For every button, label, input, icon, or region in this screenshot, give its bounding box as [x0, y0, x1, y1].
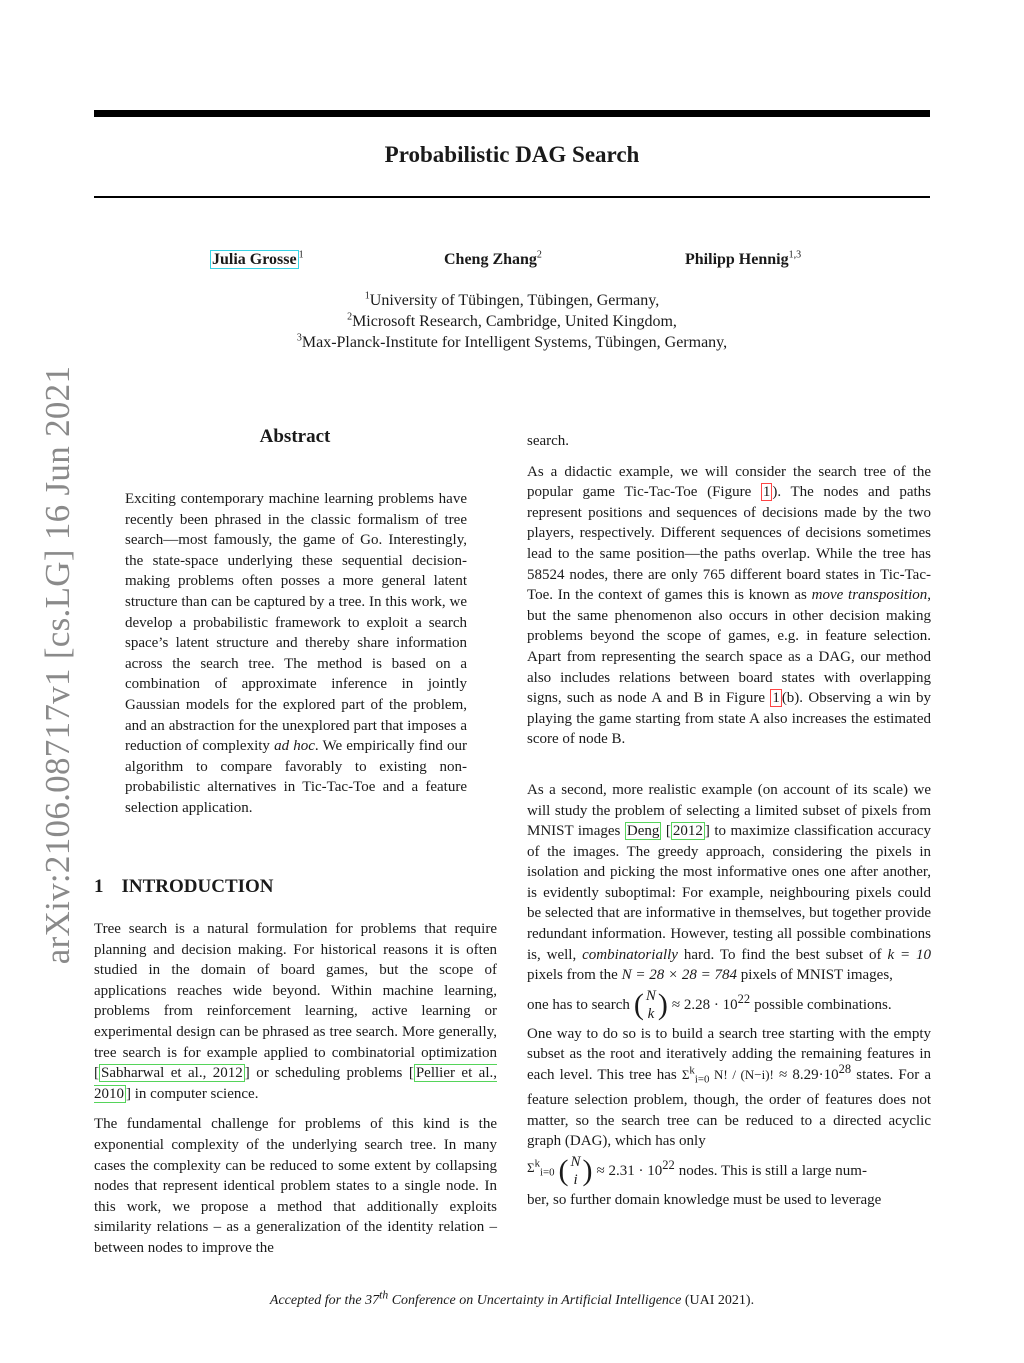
- tree-size-paragraph: One way to do so is to build a search tree starting with the empty subset as the root and iteratively adding the remaining features in each level. This tree has $\Sigma^k_{i=0}$ N! / (N−i)! ≈ $8.29\cdot 10^{28}$ states. For a feature selection problem, though, the order of features does not matter, so the search tree can be reduced to a directed acyclic graph (DAG), which has only: [527, 1025, 932, 1150]
- title-rule-bottom: [94, 196, 930, 198]
- paper-title: Probabilistic DAG Search: [384, 142, 640, 167]
- continuation-text: search.: [527, 433, 570, 449]
- figure-ref-1b[interactable]: 1: [772, 690, 780, 707]
- citation-sabharwal[interactable]: Sabharwal et al., 2012: [101, 1065, 243, 1082]
- author-link-grosse[interactable]: Julia Grosse: [212, 251, 297, 268]
- intro-left-column: [94, 919, 497, 1259]
- mnist-paragraph: As a second, more realistic example (on account of its scale) we will study the problem of selecting a limited subset of pixels from MNIST images Deng [ 2012 ] to maximize classification accuracy of the images. The greedy approach, considering the pixels in isolation and picking the most informative ones one after another, is evidently suboptimal: For example, neighbouring pixels could be selected that are informative in themselves, but together provide redundant information. However, testing all possible combinations is, well, combinatorially hard. To find the best subset of k = 10 pixels from the N = 28 × 28 = 784 pixels of MNIST images,: [527, 781, 932, 984]
- affiliation-3: $^3$Max-Planck-Institute for Intelligent Systems, Tübingen, Germany,: [296, 332, 728, 351]
- author-3: Philipp Hennig$^{1,3}$: [685, 249, 802, 268]
- affiliation-2: $^2$Microsoft Research, Cambridge, United Kingdom,: [347, 311, 677, 330]
- abstract-body: Exciting contemporary machine learning problems have recently been phrased in the classic formalism of tree search—most famously, the game of Go. Interestingly, the state-space underlying these sequential decision-making problems often posses a more general latent structure than can be captured by a tree. In this work, we develop a probabilistic framework to exploit a search space’s latent structure and thereby share information across the search tree. The method is based on a combination of approximate inference in jointly Gaussian models for the explored part of the problem, and an abstraction for the unexplored part that imposes a reduction of complexity ad hoc. We empirically find our algorithm to compare favorably to existing non-probabilistic alternatives in Tic-Tac-Toe and a feature selection application.: [125, 491, 467, 816]
- affiliation-1: $^1$University of Tübingen, Tübingen, Germany,: [364, 290, 660, 309]
- citation-deng-year[interactable]: 2012: [672, 823, 703, 840]
- figure-ref-1[interactable]: 1: [762, 484, 771, 501]
- author-1: Julia Grosse $^1$: [212, 249, 304, 268]
- abstract-heading: Abstract: [259, 426, 331, 447]
- tictactoe-paragraph: As a didactic example, we will consider the search tree of the popular game Tic-Tac-Toe (Figure 1 ). The nodes and paths represent positions and sequences of decisions made by the two players, respectively. Different sequences of decisions sometimes lead to the same position—the paths overlap. While the tree has 58524 nodes, there are only 765 different board states in Tic-Tac-Toe. In the context of games this is known as move transposition, but the same phenomenon also occurs in other decision making problems beyond the scope of games, e.g. in feature selection. Apart from representing the search space as a DAG, our method also includes relations between board states with overlapping signs, such as node A and B in Figure 1 (b). Observing a win by playing the game starting from state A also increases the estimated score of node B.: [527, 463, 931, 748]
- binomial-formula-2: $\Sigma^k_{i=0}$ ( N i ) ≈ $2.31 \cdot 10^{22}$ nodes. This is still a large num-: [527, 1154, 867, 1188]
- binomial-formula-1: one has to search ( N k ) ≈ $2.28 \cdot 10^{22}$ possible combinations.: [527, 987, 892, 1022]
- conference-footer: Accepted for the 37th Conference on Uncertainty in Artificial Intelligence (UAI 2021).: [269, 1288, 755, 1308]
- intro-paragraph-2: The fundamental challenge for problems of this kind is the exponential complexity of the underlying search tree. In many cases the complexity can be reduced to some extent by collapsing nodes that represent identical problem states to a single node. In this work, we propose a method that additionally exploits similarity relations – as a generalization of the identity relation – between nodes to improve the: [94, 1116, 497, 1256]
- citation-pellier[interactable]: Pellier et al., 2010: [94, 1065, 498, 1102]
- arxiv-stamp: arXiv:2106.08717v1 [cs.LG] 16 Jun 2021: [38, 365, 77, 965]
- intro-paragraph-1: Tree search is a natural formulation for problems that require planning and decision making. For historical reasons it is often studied in the domain of board games, but the scope of applications reaches wide beyond. Within machine learning, problems from reinforcement learning, active learning or experimental design can be phrased as tree search. More generally, tree search is for example applied to combinatorial optimization [ Sabharwal et al., 2012 ] or scheduling problems [ Pellier et al., 2010 ] in computer science.: [94, 921, 498, 1102]
- title-rule-top: [94, 110, 930, 117]
- section-heading-introduction: 1 INTRODUCTION: [94, 876, 274, 897]
- author-2: Cheng Zhang$^2$: [444, 249, 542, 268]
- final-line: ber, so further domain knowledge must be used to leverage: [527, 1192, 882, 1208]
- intro-right-column: [527, 431, 931, 1211]
- citation-deng[interactable]: Deng: [626, 823, 660, 840]
